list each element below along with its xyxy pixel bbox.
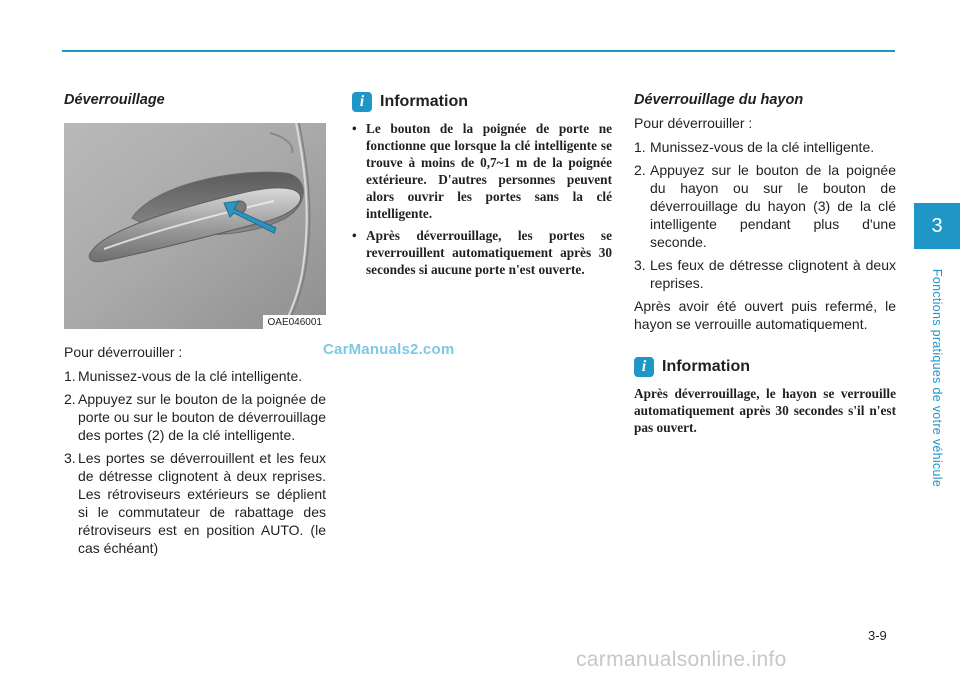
header-rule — [62, 50, 895, 52]
section-heading-tailgate: Déverrouillage du hayon — [634, 92, 804, 108]
info-header — [634, 357, 896, 377]
list-item: 3. Les feux de détresse clignotent à deux reprises. — [634, 257, 896, 291]
info-header — [352, 92, 612, 112]
list-item: 1. Munissez-vous de la clé intelligente. — [634, 139, 875, 155]
info-icon: i — [634, 357, 654, 377]
door-handle-photo — [64, 123, 326, 329]
door-handle-illustration — [64, 123, 326, 329]
list-item: 1. Munissez-vous de la clé intelligente. — [64, 368, 303, 384]
list-item: 2. Appuyez sur le bouton de la poignée de porte ou sur le bouton de déverrouillage des portes (2) de la clé intelligente. — [64, 391, 326, 443]
list-item: 2. Appuyez sur le bouton de la poignée du hayon ou sur le bouton de déverrouillage du hayon (3) de la clé intelligente pendant plus d'une seconde. — [634, 162, 896, 250]
right-column — [634, 92, 896, 436]
list-item: • Après déverrouillage, les portes se reverrouillent automatiquement après 30 secondes si aucune porte n'est ouverte. — [352, 228, 612, 277]
watermark-link[interactable]: CarManuals2.com — [323, 341, 455, 358]
info-title: Information — [662, 358, 750, 375]
chapter-side-title: Fonctions pratiques de votre véhicule — [930, 268, 944, 488]
section-heading-unlocking: Déverrouillage — [64, 92, 165, 108]
tailgate-steps — [634, 138, 896, 292]
info-title: Information — [380, 93, 468, 110]
info-bullets — [352, 120, 612, 278]
info-note: Après déverrouillage, le hayon se verrouille automatiquement après 30 secondes s'il n'est pas ouvert. — [634, 386, 896, 435]
after-text: Après avoir été ouvert puis refermé, le hayon se verrouille automatiquement. — [634, 298, 896, 332]
figure-code: OAE046001 — [263, 315, 327, 329]
middle-column — [352, 92, 612, 283]
footer-watermark: carmanualsonline.info — [576, 648, 787, 671]
intro-text: Pour déverrouiller : — [634, 115, 753, 131]
unlock-steps — [64, 367, 326, 557]
info-icon: i — [352, 92, 372, 112]
page-number: 3-9 — [868, 628, 887, 643]
list-item: 3. Les portes se déverrouillent et les feux de détresse clignotent à deux reprises. Les rétroviseurs extérieurs se déplient si le commutateur de rabattage des rétroviseurs est en position AUTO. (le cas échéant) — [64, 450, 326, 556]
left-column — [64, 92, 326, 562]
list-item: • Le bouton de la poignée de porte ne fonctionne que lorsque la clé intelligente se trouve à moins de 0,7~1 m de la poignée extérieure. D'autres personnes peuvent alors ouvrir les portes sans la clé intelligente. — [352, 121, 612, 221]
intro-text: Pour déverrouiller : — [64, 344, 183, 360]
chapter-tab: 3 — [914, 203, 960, 249]
